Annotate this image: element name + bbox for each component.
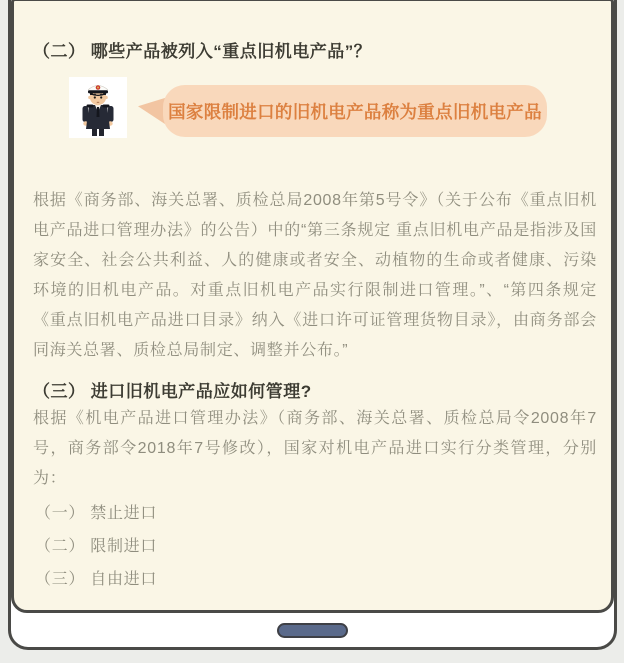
section-2-heading: （二） 哪些产品被列入“重点旧机电产品”？ [33,42,372,61]
speech-bubble [163,85,547,137]
section-2-paragraph: 根据《商务部、海关总署、质检总局2008年第5号令》（关于公布《重点旧机电产品进口管理办法》的公告）中的“第三条规定 重点旧机电产品是指涉及国家安全、社会公共利益、人的健康或者安全、动植物的生命或者健康、污染环境的旧机电产品。对重点旧机电产品实行限制进口管理。”、“第四条规定《重点旧机电产品进口目录》纳入《进口许可证管理货物目录》，由商务部会同海关总署、质检总局制定、调整并公布。” [33,192,597,359]
home-indicator-pill-icon [277,623,348,638]
list-item-prohibited-import: （一） 禁止进口 [35,505,158,522]
character-image [69,77,127,138]
content-panel [11,0,614,613]
section-3-paragraph: 根据《机电产品进口管理办法》（商务部、海关总署、质检总局令2008年7号，商务部令2018年7号修改），国家对机电产品进口实行分类管理，分别为： [33,410,597,487]
section-3-heading: （三） 进口旧机电产品应如何管理? [33,382,312,401]
list-item-free-import: （三） 自由进口 [35,571,158,588]
customs-officer-icon [69,77,127,138]
list-item-restricted-import: （二） 限制进口 [35,538,158,555]
import-category-list [35,497,435,596]
speech-bubble-text: 国家限制进口的旧机电产品称为重点旧机电产品 [168,101,542,122]
